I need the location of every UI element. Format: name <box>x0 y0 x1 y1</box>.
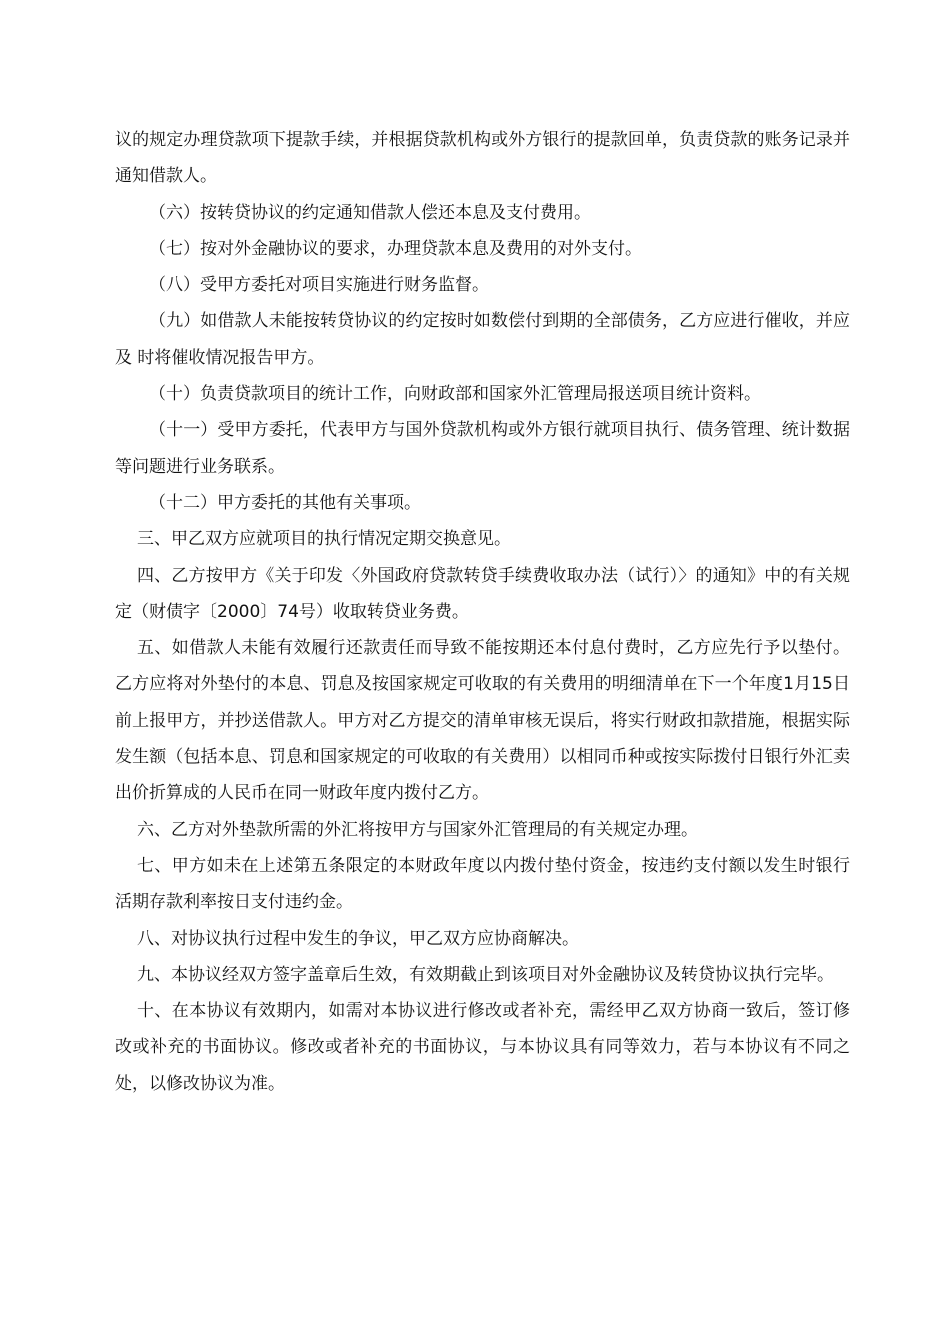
paragraph-section-9: 九、本协议经双方签字盖章后生效，有效期截止到该项目对外金融协议及转贷协议执行完毕。 <box>137 964 834 985</box>
paragraph-section-7: 七、甲方如未在上述第五条限定的本财政年度以内拨付垫付资金，按违约支付额以发生时银行活期存款利率按日支付违约金。 <box>115 855 850 913</box>
paragraph-section-5: 五、如借款人未能有效履行还款责任而导致不能按期还本付息付费时，乙方应先行予以垫付。乙方应将对外垫付的本息、罚息及按国家规定可收取的有关费用的明细清单在下一个年度1月15日前上报甲方，并抄送借款人。甲方对乙方提交的清单审核无误后，将实行财政扣款措施，根据实际发生额（包括本息、罚息和国家规定的可收取的有关费用）以相同币种或按实际拨付日银行外汇卖出价折算成的人民币在同一财政年度内拨付乙方。 <box>115 638 850 804</box>
paragraph-item-8: （八）受甲方委托对项目实施进行财务监督。 <box>149 275 489 296</box>
paragraph-item-10: （十）负责贷款项目的统计工作，向财政部和国家外汇管理局报送项目统计资料。 <box>149 384 761 405</box>
paragraph-item-6: （六）按转贷协议的约定通知借款人偿还本息及支付费用。 <box>149 202 591 223</box>
paragraph-section-10: 十、在本协议有效期内，如需对本协议进行修改或者补充，需经甲乙双方协商一致后，签订修改或补充的书面协议。修改或者补充的书面协议，与本协议具有同等效力，若与本协议有不同之处，以修改协议为准。 <box>115 1001 850 1094</box>
paragraph-section-4: 四、乙方按甲方《关于印发〈外国政府贷款转贷手续费收取办法（试行）〉的通知》中的有关规定（财债字〔2000〕74号）收取转贷业务费。 <box>115 565 850 622</box>
document-body <box>115 122 850 1102</box>
paragraph-section-8: 八、对协议执行过程中发生的争议，甲乙双方应协商解决。 <box>137 928 579 949</box>
paragraph-item-7: （七）按对外金融协议的要求，办理贷款本息及费用的对外支付。 <box>149 238 642 259</box>
paragraph-continued-withdrawal: 议的规定办理贷款项下提款手续，并根据贷款机构或外方银行的提款回单，负责贷款的账务记录并通知借款人。 <box>115 130 850 187</box>
paragraph-item-9: （九）如借款人未能按转贷协议的约定按时如数偿付到期的全部债务，乙方应进行催收，并应及 时将催收情况报告甲方。 <box>115 311 850 368</box>
paragraph-section-6: 六、乙方对外垫款所需的外汇将按甲方与国家外汇管理局的有关规定办理。 <box>137 819 698 840</box>
paragraph-section-3: 三、甲乙双方应就项目的执行情况定期交换意见。 <box>137 529 511 550</box>
paragraph-item-12: （十二）甲方委托的其他有关事项。 <box>149 492 421 513</box>
paragraph-item-11: （十一）受甲方委托，代表甲方与国外贷款机构或外方银行就项目执行、债务管理、统计数据等问题进行业务联系。 <box>115 420 850 477</box>
